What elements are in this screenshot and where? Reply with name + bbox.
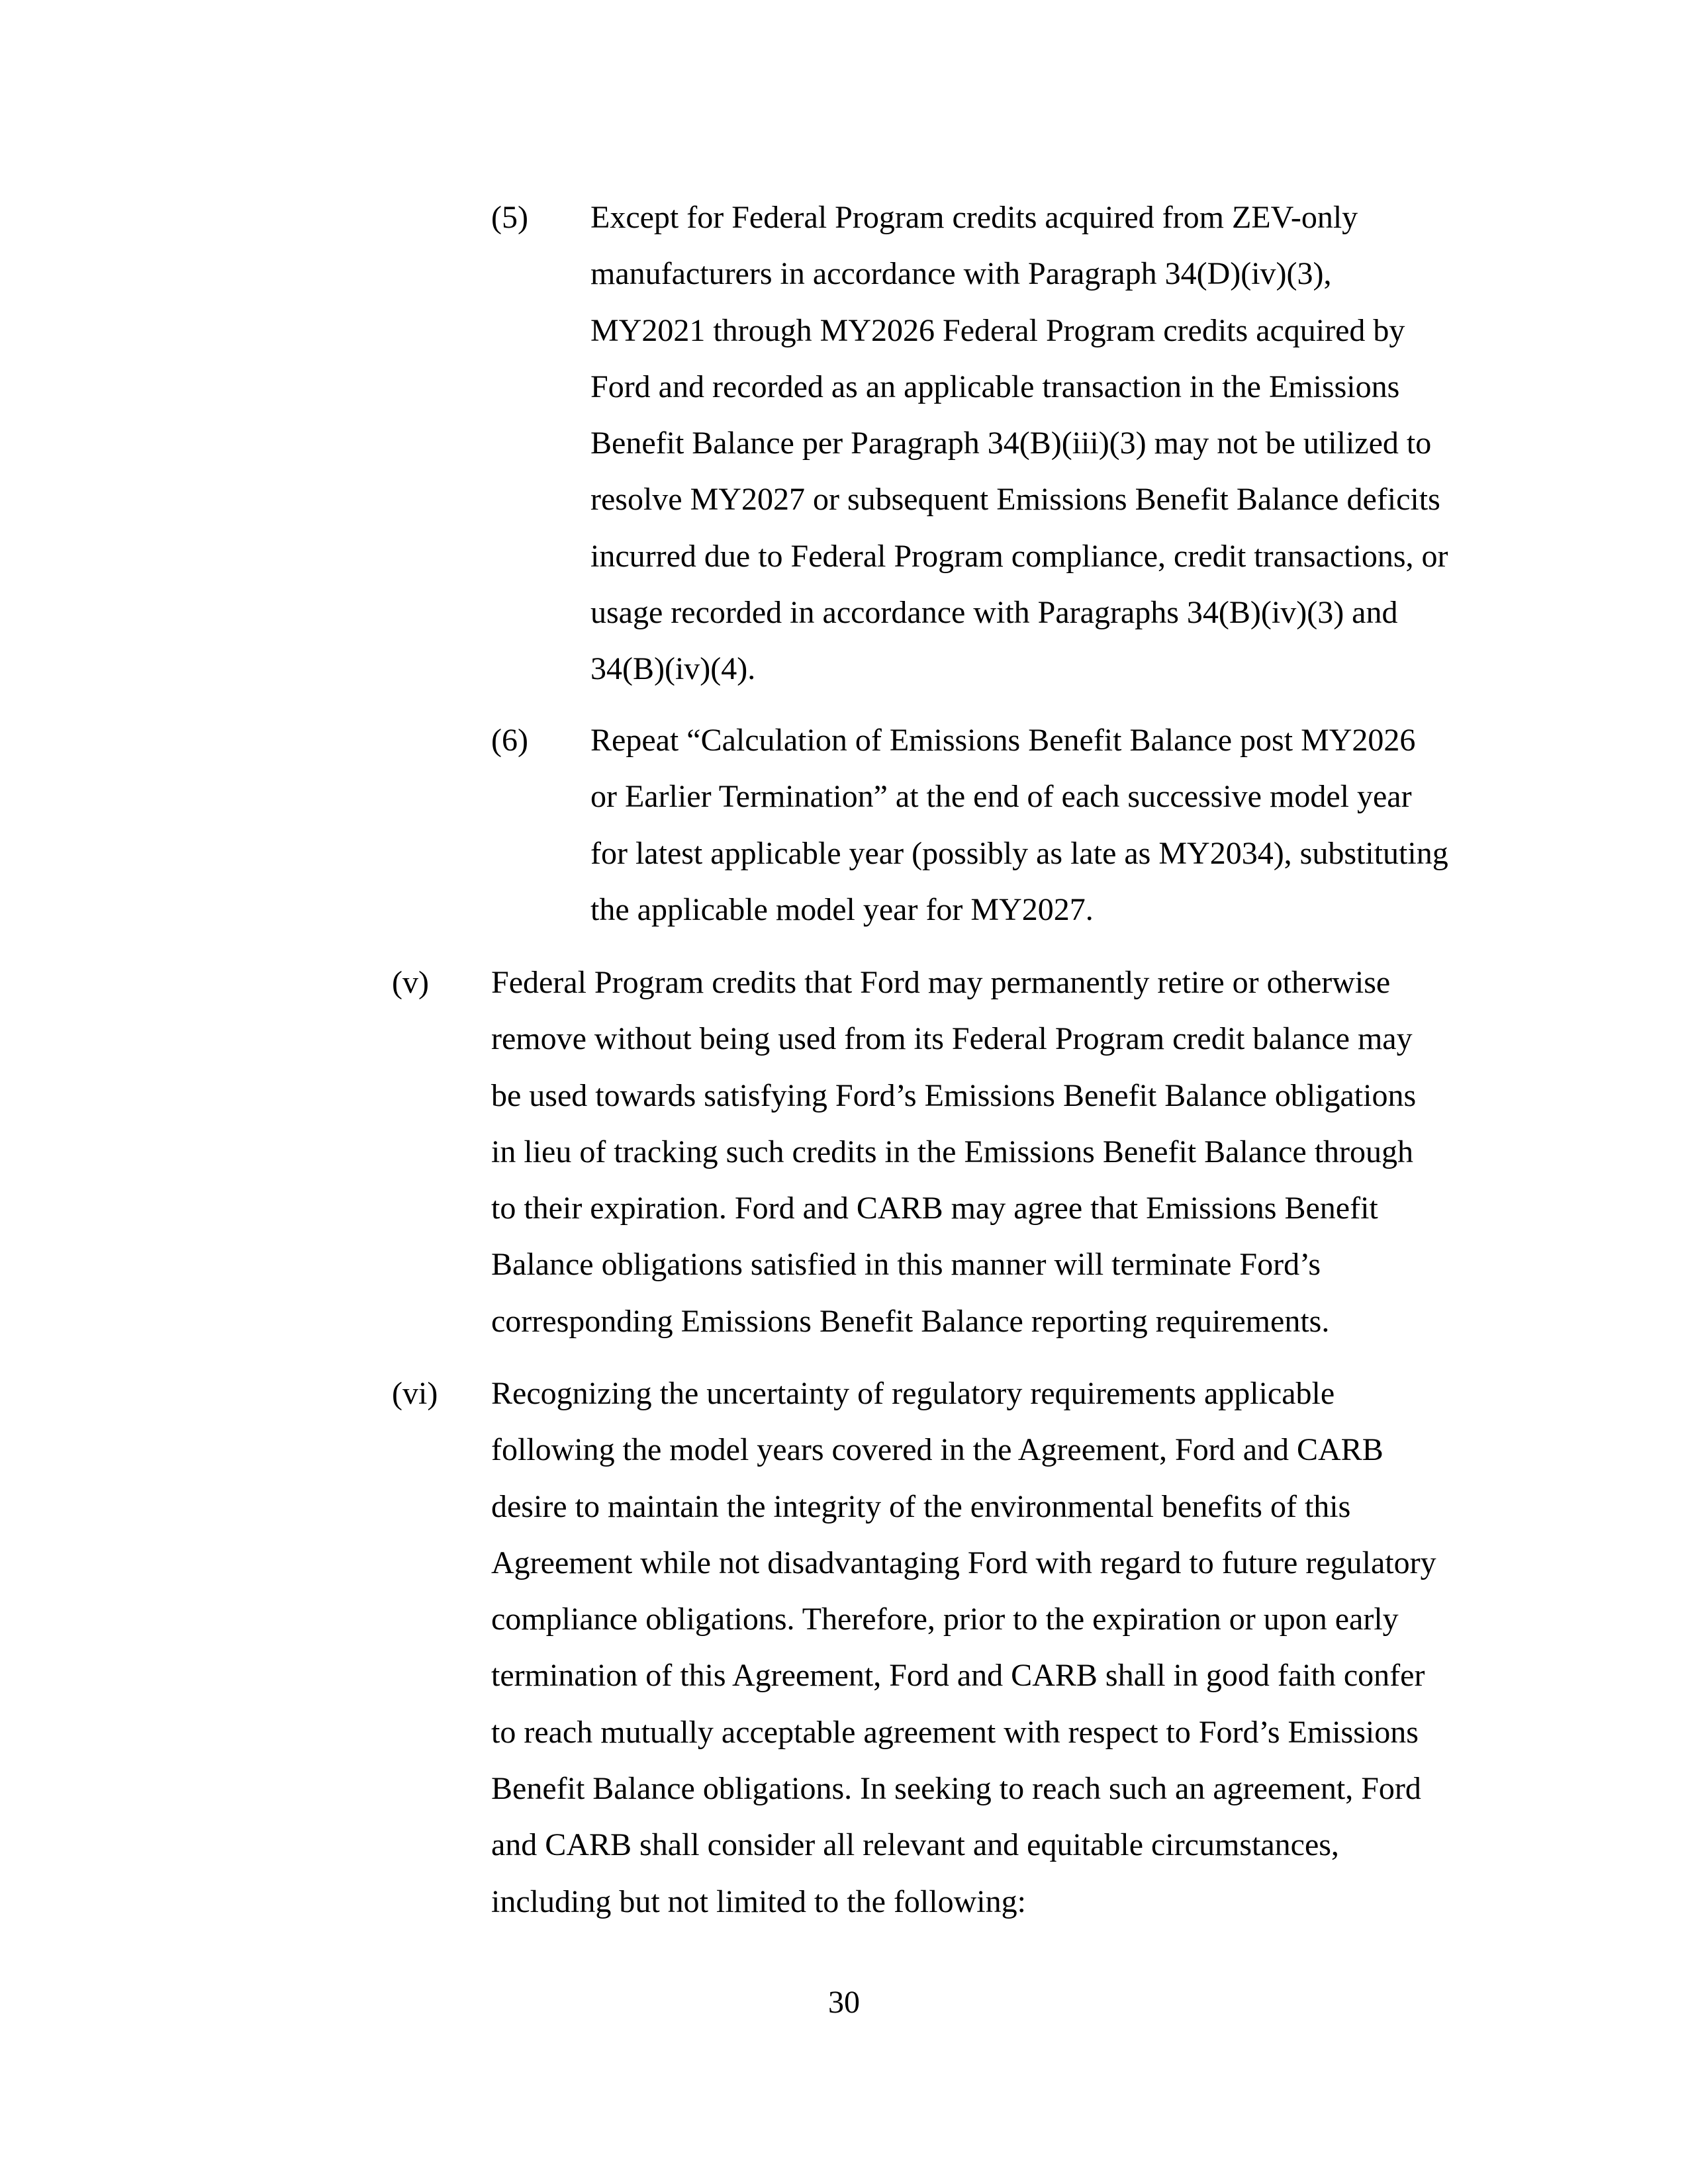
page-number: 30 [828,1985,860,2020]
text-line: Repeat “Calculation of Emissions Benefit Balance post MY2026 [590,723,1416,758]
subparagraph-text [590,712,1448,938]
text-line: Except for Federal Program credits acquired from ZEV-only [590,200,1358,235]
subparagraph-6 [491,712,1448,938]
paragraph-text [491,1365,1436,1930]
text-line: following the model years covered in the Agreement, Ford and CARB [491,1432,1383,1468]
text-line: Federal Program credits that Ford may permanently retire or otherwise [491,965,1391,1000]
text-line: usage recorded in accordance with Paragraphs 34(B)(iv)(3) and [590,595,1398,631]
text-line: manufacturers in accordance with Paragraph 34(D)(iv)(3), [590,256,1332,292]
paragraph-vi [392,1365,1436,1930]
paragraph-v [392,954,1416,1349]
text-line: to their expiration. Ford and CARB may agree that Emissions Benefit [491,1191,1378,1226]
text-line: for latest applicable year (possibly as late as MY2034), substituting [590,835,1448,871]
text-line: Balance obligations satisfied in this manner will terminate Ford’s [491,1247,1321,1283]
text-line: incurred due to Federal Program compliance, credit transactions, or [590,538,1448,574]
text-line: or Earlier Termination” at the end of each successive model year [590,779,1412,815]
text-line: the applicable model year for MY2027. [590,891,1094,927]
subparagraph-text [590,189,1448,698]
text-line: Agreement while not disadvantaging Ford with regard to future regulatory [491,1545,1436,1580]
text-line: termination of this Agreement, Ford and CARB shall in good faith confer [491,1658,1425,1694]
text-line: 34(B)(iv)(4). [590,651,756,687]
text-line: resolve MY2027 or subsequent Emissions Benefit Balance deficits [590,482,1440,518]
paragraph-text [491,954,1416,1349]
subparagraph-number: (6) [491,723,528,758]
text-line: including but not limited to the following: [491,1884,1026,1919]
text-line: Recognizing the uncertainty of regulatory requirements applicable [491,1376,1335,1411]
text-line: MY2021 through MY2026 Federal Program credits acquired by [590,312,1405,348]
text-line: be used towards satisfying Ford’s Emissions Benefit Balance obligations [491,1077,1417,1113]
text-line: Benefit Balance per Paragraph 34(B)(iii)(3) may not be utilized to [590,426,1432,461]
subparagraph-number: (5) [491,200,528,235]
text-line: Benefit Balance obligations. In seeking to reach such an agreement, Ford [491,1771,1421,1807]
text-line: desire to maintain the integrity of the environmental benefits of this [491,1488,1351,1524]
text-line: compliance obligations. Therefore, prior to the expiration or upon early [491,1602,1399,1637]
text-line: in lieu of tracking such credits in the Emissions Benefit Balance through [491,1134,1414,1169]
text-line: Ford and recorded as an applicable transaction in the Emissions [590,369,1400,404]
text-line: corresponding Emissions Benefit Balance reporting requirements. [491,1303,1330,1339]
text-line: and CARB shall consider all relevant and equitable circumstances, [491,1827,1339,1863]
paragraph-number: (vi) [392,1376,438,1411]
text-line: to reach mutually acceptable agreement with respect to Ford’s Emissions [491,1714,1419,1750]
subparagraph-5 [491,189,1448,698]
paragraph-number: (v) [392,965,429,1000]
text-line: remove without being used from its Federal Program credit balance may [491,1021,1413,1057]
